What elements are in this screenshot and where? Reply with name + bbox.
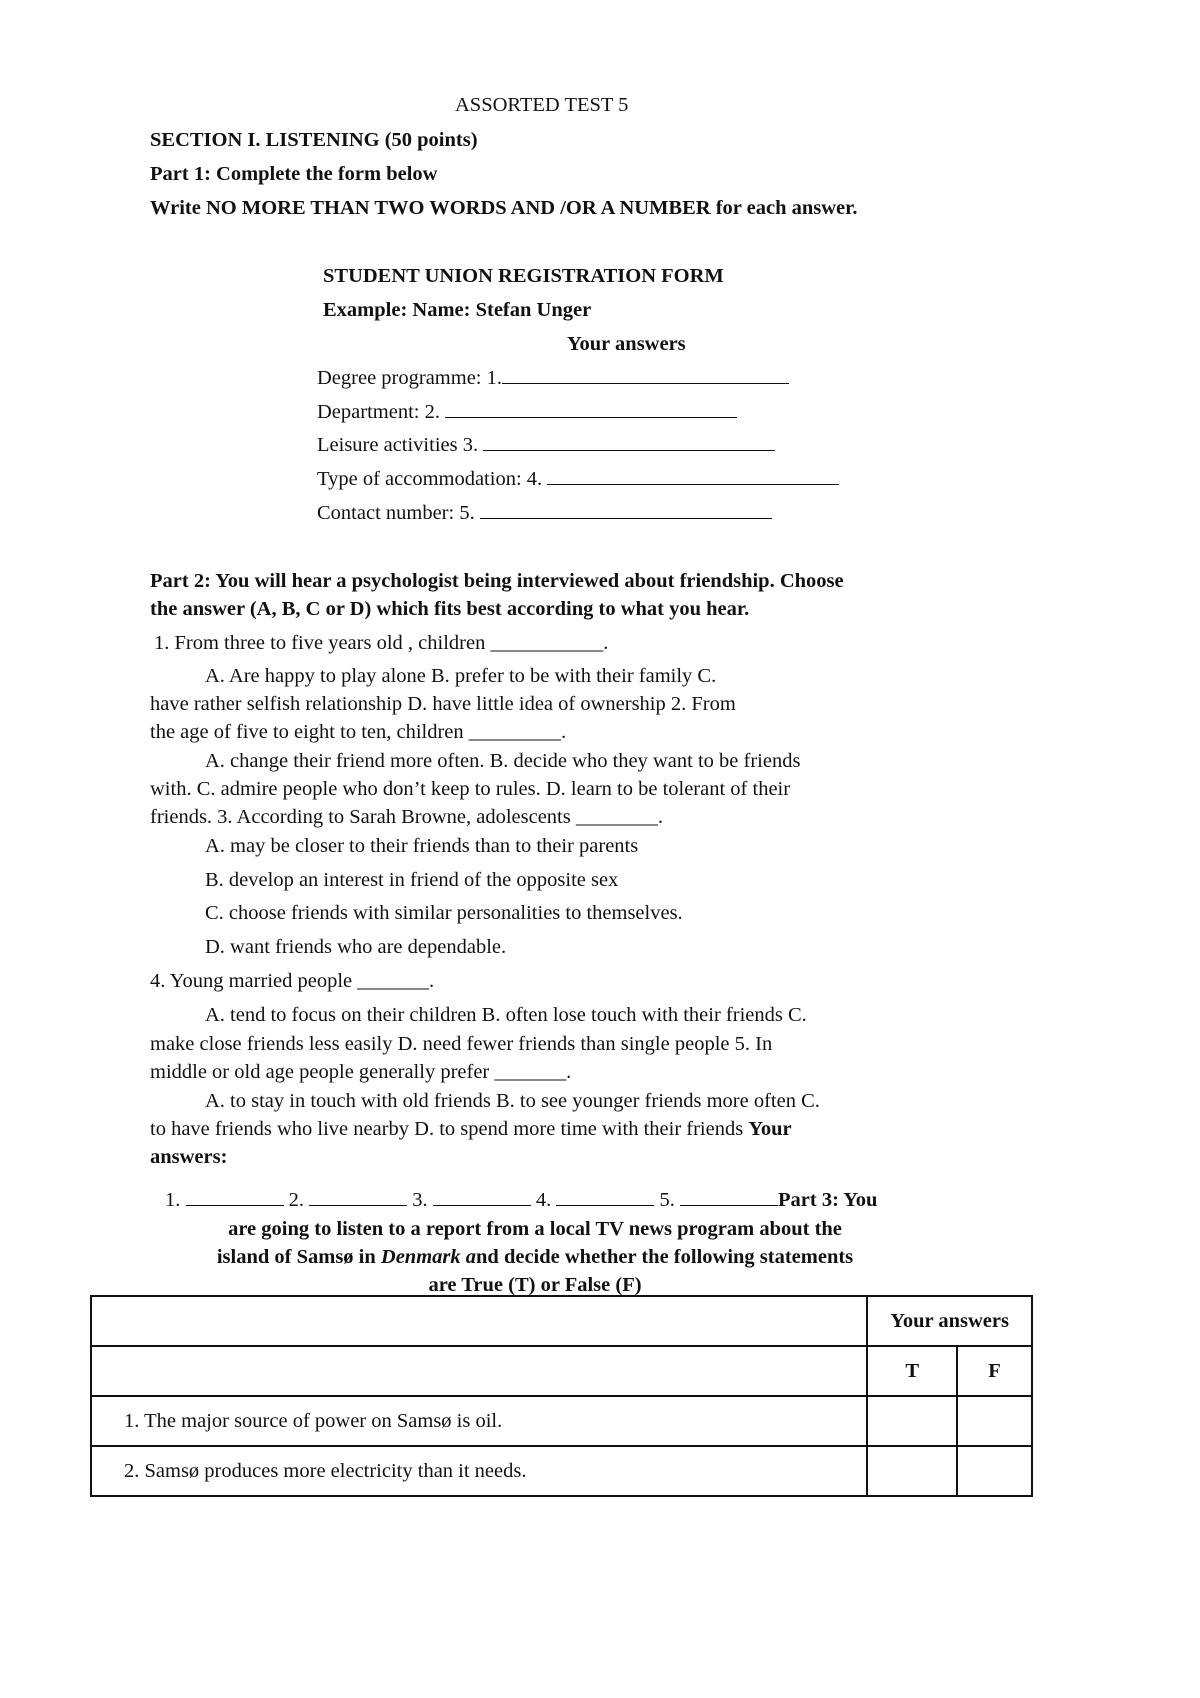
part3-heading-start: Part 3: You	[778, 1189, 878, 1211]
answer-blank[interactable]	[480, 517, 772, 519]
denmark-italic: Denmark a	[380, 1246, 477, 1268]
answer-blank[interactable]	[309, 1204, 407, 1206]
table-row	[91, 1446, 1032, 1496]
part3-line2: are going to listen to a report from a local TV news program about the	[228, 1218, 842, 1240]
form-field-degree: Degree programme: 1.	[317, 368, 789, 389]
table-header-row	[91, 1296, 1032, 1346]
your-answers-inline: Your	[748, 1118, 792, 1140]
option-line: make close friends less easily D. need fewer friends than single people 5. In	[150, 1033, 773, 1055]
question-line: the age of five to eight to ten, children _________.	[150, 721, 567, 743]
answer-blank[interactable]	[445, 416, 737, 418]
question-line: friends. 3. According to Sarah Browne, adolescents ________.	[150, 806, 663, 828]
form-field-leisure: Leisure activities 3.	[317, 435, 775, 456]
your-answers-header: Your answers	[867, 1296, 1032, 1346]
form-example	[323, 300, 591, 321]
part3-line3: island of Samsø in Denmark and decide whether the following statements	[216, 1246, 854, 1268]
answer-blank[interactable]	[186, 1204, 284, 1206]
form-title: STUDENT UNION REGISTRATION FORM	[323, 265, 724, 287]
test-title: ASSORTED TEST 5	[455, 94, 629, 116]
table-row	[91, 1396, 1032, 1446]
form-field-accommodation: Type of accommodation: 4.	[317, 469, 839, 490]
false-answer-cell[interactable]	[957, 1396, 1032, 1446]
option-a: A. may be closer to their friends than to their parents	[205, 835, 639, 857]
part1-heading: Part 1: Complete the form below	[150, 163, 438, 185]
option-line: A. tend to focus on their children B. often lose touch with their friends C.	[205, 1004, 807, 1026]
form-field-department: Department: 2.	[317, 402, 737, 423]
table-tf-row	[91, 1346, 1032, 1396]
option-c: C. choose friends with similar personalities to themselves.	[205, 902, 683, 924]
option-b: B. develop an interest in friend of the opposite sex	[205, 869, 619, 891]
true-header: T	[867, 1346, 957, 1396]
question-1: 1. From three to five years old , children ___________.	[154, 632, 609, 654]
example-value: : Stefan Unger	[463, 299, 592, 321]
form-your-answers: Your answers	[567, 333, 686, 355]
table-cell	[91, 1346, 867, 1396]
section-heading: SECTION I. LISTENING (50 points)	[150, 129, 478, 151]
true-answer-cell[interactable]	[867, 1396, 957, 1446]
answer-blank[interactable]	[547, 483, 839, 485]
option-line: have rather selfish relationship D. have little idea of ownership 2. From	[150, 693, 736, 715]
answers-label: answers:	[150, 1146, 228, 1168]
answer-blank[interactable]	[502, 382, 789, 384]
statement-cell: 2. Samsø produces more electricity than it needs.	[91, 1446, 867, 1496]
option-line: to have friends who live nearby D. to spend more time with their friends Your	[150, 1118, 792, 1140]
part2-heading-line2: the answer (A, B, C or D) which fits best according to what you hear.	[150, 598, 750, 620]
false-answer-cell[interactable]	[957, 1446, 1032, 1496]
question-line: middle or old age people generally prefer _______.	[150, 1061, 572, 1083]
answer-row: 1. 2. 3. 4. 5. Part 3: You	[165, 1189, 878, 1211]
example-label: Example: Name	[323, 299, 464, 321]
option-d: D. want friends who are dependable.	[205, 936, 507, 958]
part1-instruction: Write NO MORE THAN TWO WORDS AND /OR A NUMBER for each answer.	[150, 197, 858, 219]
question-4: 4. Young married people _______.	[150, 970, 435, 992]
option-line: A. change their friend more often. B. decide who they want to be friends	[205, 750, 801, 772]
option-line: A. to stay in touch with old friends B. to see younger friends more often C.	[205, 1090, 820, 1112]
false-header: F	[957, 1346, 1032, 1396]
answer-blank[interactable]	[680, 1204, 778, 1206]
answer-blank[interactable]	[483, 449, 775, 451]
table-cell	[91, 1296, 867, 1346]
statement-cell: 1. The major source of power on Samsø is oil.	[91, 1396, 867, 1446]
true-false-table	[90, 1295, 1033, 1497]
true-answer-cell[interactable]	[867, 1446, 957, 1496]
form-field-contact: Contact number: 5.	[317, 503, 772, 524]
part3-line4: are True (T) or False (F)	[428, 1274, 642, 1296]
option-line: A. Are happy to play alone B. prefer to be with their family C.	[205, 665, 717, 687]
part2-heading-line1: Part 2: You will hear a psychologist being interviewed about friendship. Choose	[150, 570, 844, 592]
answer-blank[interactable]	[556, 1204, 654, 1206]
option-line: with. C. admire people who don’t keep to rules. D. learn to be tolerant of their	[150, 778, 791, 800]
answer-blank[interactable]	[433, 1204, 531, 1206]
